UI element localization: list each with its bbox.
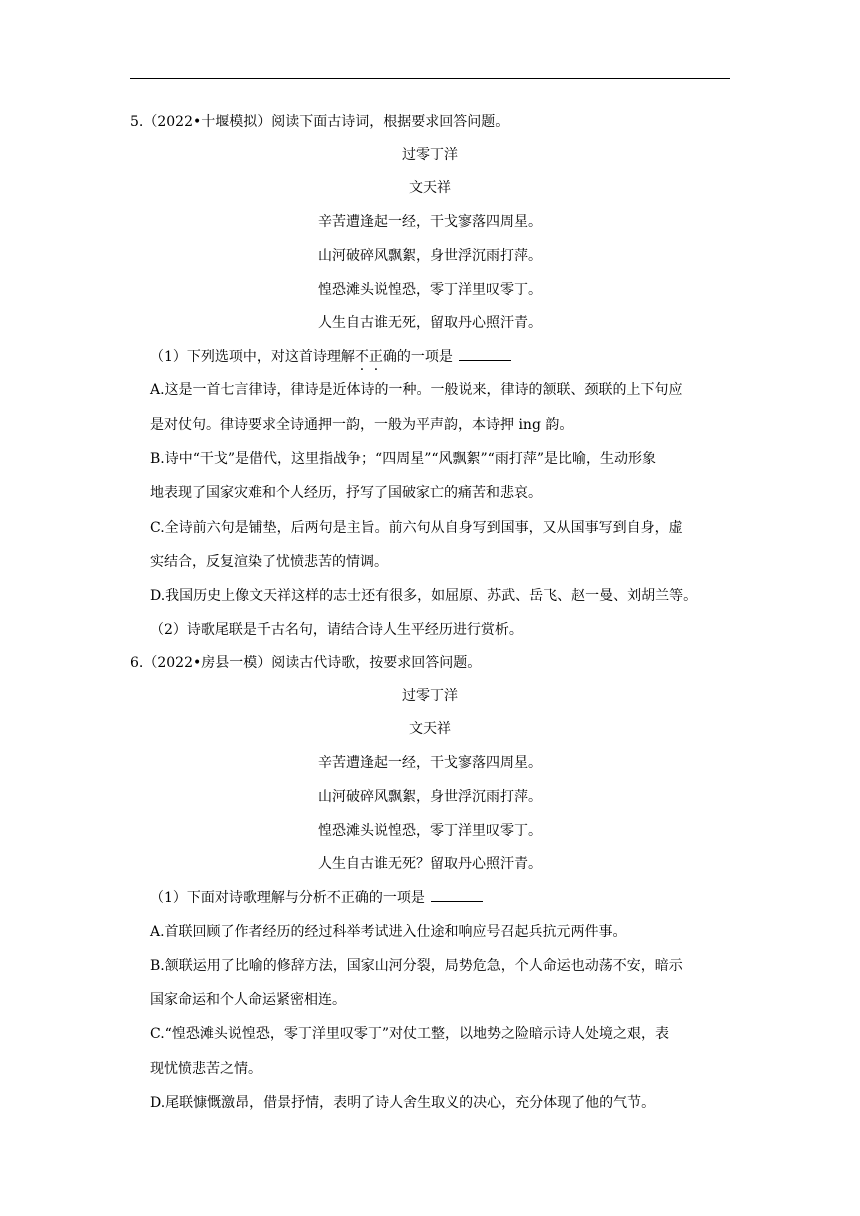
q5-sub1-prefix: （1）下列选项中，对这首诗理解 <box>150 349 355 365</box>
q6-option-c: C.“惶恐滩头说惶恐，零丁洋里叹零丁”对仗工整，以地势之险暗示诗人处境之艰，表 <box>150 1026 669 1042</box>
q5-answer-blank <box>459 346 511 361</box>
q5-option-d: D.我国历史上像文天祥这样的志士还有很多，如屈原、苏武、岳飞、赵一曼、刘胡兰等。 <box>150 588 698 604</box>
q6-option-c-cont: 现忧愤悲苦之情。 <box>150 1061 262 1077</box>
q6-poem-line: 人生自古谁无死？留取丹心照汗青。 <box>318 856 542 872</box>
q5-sub2-question: （2）诗歌尾联是千古名句，请结合诗人生平经历进行赏析。 <box>150 622 523 638</box>
q6-option-b-cont: 国家命运和个人命运紧密相连。 <box>150 992 346 1008</box>
q5-sub1-emphasis-bu: 不 <box>354 349 369 365</box>
q5-sub1-question <box>150 346 511 367</box>
q6-option-a: A.首联回顾了作者经历的经过科举考试进入仕途和响应号召起兵抗元两件事。 <box>150 924 627 940</box>
q6-option-d: D.尾联慷慨激昂，借景抒情，表明了诗人舍生取义的决心，充分体现了他的气节。 <box>150 1095 656 1111</box>
header-rule <box>130 78 730 79</box>
q5-poem-line: 人生自古谁无死，留取丹心照汗青。 <box>318 315 542 331</box>
q5-option-c-cont: 实结合，反复渲染了忧愤悲苦的情调。 <box>150 554 388 570</box>
q6-sub1-question <box>150 887 483 908</box>
q5-option-b-cont: 地表现了国家灾难和个人经历，抒写了国破家亡的痛苦和悲哀。 <box>150 485 542 501</box>
q5-poem-line: 山河破碎风飘絮，身世浮沉雨打萍。 <box>318 248 542 264</box>
q5-option-a-cont: 是对仗句。律诗要求全诗通押一韵，一般为平声韵，本诗押 ing 韵。 <box>150 417 574 433</box>
q6-sub1-text: （1）下面对诗歌理解与分析不正确的一项是 <box>150 890 425 906</box>
q5-option-b: B.诗中“干戈”是借代，这里指战争；“四周星”“风飘絮”“雨打萍”是比喻，生动形象 <box>150 451 656 467</box>
q5-poem-line: 辛苦遭逢起一经，干戈寥落四周星。 <box>318 214 542 230</box>
q6-poem-line: 惶恐滩头说惶恐，零丁洋里叹零丁。 <box>318 823 542 839</box>
q5-stem: 5.（2022•十堰模拟）阅读下面古诗词，根据要求回答问题。 <box>130 114 510 130</box>
q5-option-a: A.这是一首七言律诗，律诗是近体诗的一种。一般说来，律诗的颔联、颈联的上下句应 <box>150 382 683 398</box>
q6-poem-title: 过零丁洋 <box>402 688 458 704</box>
q5-sub1-suffix: 确的一项是 <box>382 349 453 365</box>
q6-option-b: B.颔联运用了比喻的修辞方法，国家山河分裂，局势危急，个人命运也动荡不安，暗示 <box>150 958 683 974</box>
q6-poem-author: 文天祥 <box>409 721 451 737</box>
q5-sub1-emphasis-zheng: 正 <box>368 349 383 365</box>
q5-poem-title: 过零丁洋 <box>402 147 458 163</box>
q6-answer-blank <box>431 887 483 902</box>
q5-poem-author: 文天祥 <box>409 180 451 196</box>
q5-option-c: C.全诗前六句是铺垫，后两句是主旨。前六句从自身写到国事，又从国事写到自身，虚 <box>150 520 683 536</box>
q5-poem-line: 惶恐滩头说惶恐，零丁洋里叹零丁。 <box>318 282 542 298</box>
q6-poem-line: 辛苦遭逢起一经，干戈寥落四周星。 <box>318 755 542 771</box>
q6-stem: 6.（2022•房县一模）阅读古代诗歌，按要求回答问题。 <box>130 655 482 671</box>
q6-poem-line: 山河破碎风飘絮，身世浮沉雨打萍。 <box>318 789 542 805</box>
